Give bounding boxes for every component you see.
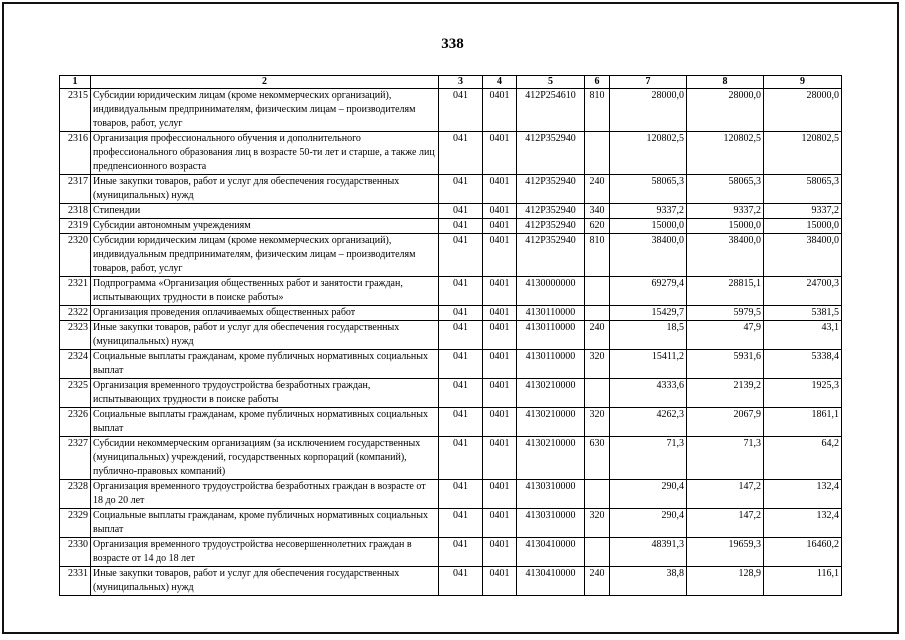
row-description: Субсидии юридическим лицам (кроме некоммерческих организаций), индивидуальным предпринимателям, физическим лицам – производителям товаров, работ, услуг	[91, 89, 439, 132]
amount-year-3: 28000,0	[764, 89, 842, 132]
table-row	[60, 408, 842, 437]
code-expense-type: 630	[585, 437, 610, 480]
row-number: 2331	[60, 567, 91, 596]
code-ministry: 041	[439, 204, 483, 219]
code-ministry: 041	[439, 321, 483, 350]
code-expense-type: 320	[585, 408, 610, 437]
code-target-article: 4130310000	[517, 509, 585, 538]
code-ministry: 041	[439, 408, 483, 437]
column-header: 2	[91, 76, 439, 89]
code-target-article: 4130210000	[517, 437, 585, 480]
row-number: 2317	[60, 175, 91, 204]
amount-year-3: 5338,4	[764, 350, 842, 379]
row-description: Иные закупки товаров, работ и услуг для обеспечения государственных (муниципальных) нужд	[91, 567, 439, 596]
code-section: 0401	[483, 219, 517, 234]
amount-year-2: 19659,3	[687, 538, 764, 567]
amount-year-3: 16460,2	[764, 538, 842, 567]
amount-year-2: 28000,0	[687, 89, 764, 132]
table-row	[60, 306, 842, 321]
code-section: 0401	[483, 204, 517, 219]
code-section: 0401	[483, 408, 517, 437]
table-row	[60, 234, 842, 277]
table-body	[60, 89, 842, 596]
amount-year-3: 64,2	[764, 437, 842, 480]
row-description: Организация временного трудоустройства несовершеннолетних граждан в возрасте от 14 до 18 лет	[91, 538, 439, 567]
code-ministry: 041	[439, 277, 483, 306]
code-section: 0401	[483, 350, 517, 379]
code-section: 0401	[483, 175, 517, 204]
amount-year-1: 4262,3	[610, 408, 687, 437]
amount-year-2: 5931,6	[687, 350, 764, 379]
code-expense-type: 240	[585, 175, 610, 204]
code-section: 0401	[483, 379, 517, 408]
code-section: 0401	[483, 277, 517, 306]
amount-year-1: 71,3	[610, 437, 687, 480]
amount-year-2: 5979,5	[687, 306, 764, 321]
code-section: 0401	[483, 234, 517, 277]
code-target-article: 412P352940	[517, 175, 585, 204]
code-expense-type: 810	[585, 89, 610, 132]
code-target-article: 412P352940	[517, 234, 585, 277]
amount-year-2: 15000,0	[687, 219, 764, 234]
budget-table	[59, 75, 842, 596]
table-row	[60, 350, 842, 379]
code-ministry: 041	[439, 306, 483, 321]
amount-year-1: 15411,2	[610, 350, 687, 379]
code-ministry: 041	[439, 89, 483, 132]
row-description: Субсидии юридическим лицам (кроме некоммерческих организаций), индивидуальным предпринимателям, физическим лицам – производителям товаров, работ, услуг	[91, 234, 439, 277]
code-section: 0401	[483, 437, 517, 480]
amount-year-1: 28000,0	[610, 89, 687, 132]
code-target-article: 4130210000	[517, 408, 585, 437]
code-section: 0401	[483, 321, 517, 350]
code-target-article: 4130210000	[517, 379, 585, 408]
code-ministry: 041	[439, 379, 483, 408]
row-number: 2315	[60, 89, 91, 132]
amount-year-3: 9337,2	[764, 204, 842, 219]
code-expense-type	[585, 538, 610, 567]
code-expense-type	[585, 132, 610, 175]
table-row	[60, 175, 842, 204]
amount-year-1: 9337,2	[610, 204, 687, 219]
row-number: 2316	[60, 132, 91, 175]
amount-year-2: 147,2	[687, 480, 764, 509]
row-number: 2320	[60, 234, 91, 277]
column-header: 6	[585, 76, 610, 89]
table-row	[60, 89, 842, 132]
code-ministry: 041	[439, 234, 483, 277]
column-header: 9	[764, 76, 842, 89]
code-target-article: 412P352940	[517, 219, 585, 234]
amount-year-2: 58065,3	[687, 175, 764, 204]
row-description: Социальные выплаты гражданам, кроме публичных нормативных социальных выплат	[91, 408, 439, 437]
table-row	[60, 567, 842, 596]
amount-year-2: 120802,5	[687, 132, 764, 175]
row-description: Организация проведения оплачиваемых общественных работ	[91, 306, 439, 321]
row-number: 2321	[60, 277, 91, 306]
row-description: Социальные выплаты гражданам, кроме публичных нормативных социальных выплат	[91, 509, 439, 538]
code-expense-type: 340	[585, 204, 610, 219]
row-description: Организация временного трудоустройства безработных граждан в возрасте от 18 до 20 лет	[91, 480, 439, 509]
row-description: Стипендии	[91, 204, 439, 219]
code-target-article: 4130110000	[517, 306, 585, 321]
row-number: 2318	[60, 204, 91, 219]
row-number: 2328	[60, 480, 91, 509]
table-row	[60, 538, 842, 567]
table-row	[60, 204, 842, 219]
table-row	[60, 437, 842, 480]
code-target-article: 4130110000	[517, 321, 585, 350]
amount-year-3: 58065,3	[764, 175, 842, 204]
amount-year-3: 5381,5	[764, 306, 842, 321]
amount-year-2: 2139,2	[687, 379, 764, 408]
code-section: 0401	[483, 89, 517, 132]
amount-year-1: 48391,3	[610, 538, 687, 567]
amount-year-1: 18,5	[610, 321, 687, 350]
code-ministry: 041	[439, 437, 483, 480]
code-section: 0401	[483, 538, 517, 567]
column-header: 8	[687, 76, 764, 89]
code-section: 0401	[483, 509, 517, 538]
column-header: 3	[439, 76, 483, 89]
row-number: 2326	[60, 408, 91, 437]
row-number: 2325	[60, 379, 91, 408]
amount-year-2: 2067,9	[687, 408, 764, 437]
page-number: 338	[441, 36, 464, 52]
row-description: Иные закупки товаров, работ и услуг для обеспечения государственных (муниципальных) нужд	[91, 175, 439, 204]
row-number: 2322	[60, 306, 91, 321]
table-row	[60, 509, 842, 538]
amount-year-1: 15000,0	[610, 219, 687, 234]
code-ministry: 041	[439, 219, 483, 234]
code-expense-type: 320	[585, 350, 610, 379]
amount-year-1: 69279,4	[610, 277, 687, 306]
code-expense-type: 810	[585, 234, 610, 277]
code-ministry: 041	[439, 175, 483, 204]
table-row	[60, 219, 842, 234]
code-expense-type: 320	[585, 509, 610, 538]
amount-year-2: 47,9	[687, 321, 764, 350]
column-header: 7	[610, 76, 687, 89]
row-number: 2324	[60, 350, 91, 379]
amount-year-3: 120802,5	[764, 132, 842, 175]
amount-year-2: 38400,0	[687, 234, 764, 277]
amount-year-3: 1861,1	[764, 408, 842, 437]
amount-year-2: 9337,2	[687, 204, 764, 219]
code-section: 0401	[483, 132, 517, 175]
code-expense-type	[585, 379, 610, 408]
row-number: 2327	[60, 437, 91, 480]
amount-year-3: 1925,3	[764, 379, 842, 408]
table-row	[60, 132, 842, 175]
code-ministry: 041	[439, 132, 483, 175]
column-header: 1	[60, 76, 91, 89]
code-target-article: 4130310000	[517, 480, 585, 509]
row-number: 2323	[60, 321, 91, 350]
code-target-article: 412P352940	[517, 204, 585, 219]
row-description: Субсидии некоммерческим организациям (за исключением государственных (муниципальных) учреждений, государственных корпораций (компаний), публично-правовых компаний)	[91, 437, 439, 480]
amount-year-2: 28815,1	[687, 277, 764, 306]
amount-year-1: 15429,7	[610, 306, 687, 321]
code-section: 0401	[483, 567, 517, 596]
code-target-article: 4130110000	[517, 350, 585, 379]
row-description: Субсидии автономным учреждениям	[91, 219, 439, 234]
code-expense-type	[585, 277, 610, 306]
code-target-article: 4130410000	[517, 538, 585, 567]
table-row	[60, 321, 842, 350]
amount-year-3: 43,1	[764, 321, 842, 350]
row-description: Иные закупки товаров, работ и услуг для обеспечения государственных (муниципальных) нужд	[91, 321, 439, 350]
column-header: 4	[483, 76, 517, 89]
code-section: 0401	[483, 480, 517, 509]
amount-year-1: 120802,5	[610, 132, 687, 175]
table-row	[60, 379, 842, 408]
row-number: 2329	[60, 509, 91, 538]
row-description: Подпрограмма «Организация общественных работ и занятости граждан, испытывающих трудности в поиске работы»	[91, 277, 439, 306]
code-expense-type	[585, 306, 610, 321]
code-ministry: 041	[439, 350, 483, 379]
code-expense-type: 620	[585, 219, 610, 234]
amount-year-3: 132,4	[764, 509, 842, 538]
code-expense-type: 240	[585, 567, 610, 596]
row-description: Социальные выплаты гражданам, кроме публичных нормативных социальных выплат	[91, 350, 439, 379]
amount-year-2: 71,3	[687, 437, 764, 480]
amount-year-1: 38400,0	[610, 234, 687, 277]
amount-year-1: 290,4	[610, 509, 687, 538]
code-section: 0401	[483, 306, 517, 321]
amount-year-2: 147,2	[687, 509, 764, 538]
code-ministry: 041	[439, 567, 483, 596]
amount-year-3: 24700,3	[764, 277, 842, 306]
code-target-article: 4130000000	[517, 277, 585, 306]
table-row	[60, 277, 842, 306]
row-description: Организация временного трудоустройства безработных граждан, испытывающих трудности в поиске работы	[91, 379, 439, 408]
amount-year-3: 15000,0	[764, 219, 842, 234]
row-description: Организация профессионального обучения и дополнительного профессионального образования лиц в возрасте 50-ти лет и старше, а также лиц предпенсионного возраста	[91, 132, 439, 175]
column-header: 5	[517, 76, 585, 89]
amount-year-1: 38,8	[610, 567, 687, 596]
code-ministry: 041	[439, 538, 483, 567]
amount-year-3: 116,1	[764, 567, 842, 596]
code-ministry: 041	[439, 509, 483, 538]
code-expense-type	[585, 480, 610, 509]
code-target-article: 412P352940	[517, 132, 585, 175]
amount-year-2: 128,9	[687, 567, 764, 596]
code-ministry: 041	[439, 480, 483, 509]
row-number: 2319	[60, 219, 91, 234]
amount-year-1: 58065,3	[610, 175, 687, 204]
header-row	[60, 76, 842, 89]
table-row	[60, 480, 842, 509]
code-expense-type: 240	[585, 321, 610, 350]
amount-year-3: 38400,0	[764, 234, 842, 277]
amount-year-3: 132,4	[764, 480, 842, 509]
code-target-article: 412P254610	[517, 89, 585, 132]
code-target-article: 4130410000	[517, 567, 585, 596]
amount-year-1: 4333,6	[610, 379, 687, 408]
amount-year-1: 290,4	[610, 480, 687, 509]
row-number: 2330	[60, 538, 91, 567]
